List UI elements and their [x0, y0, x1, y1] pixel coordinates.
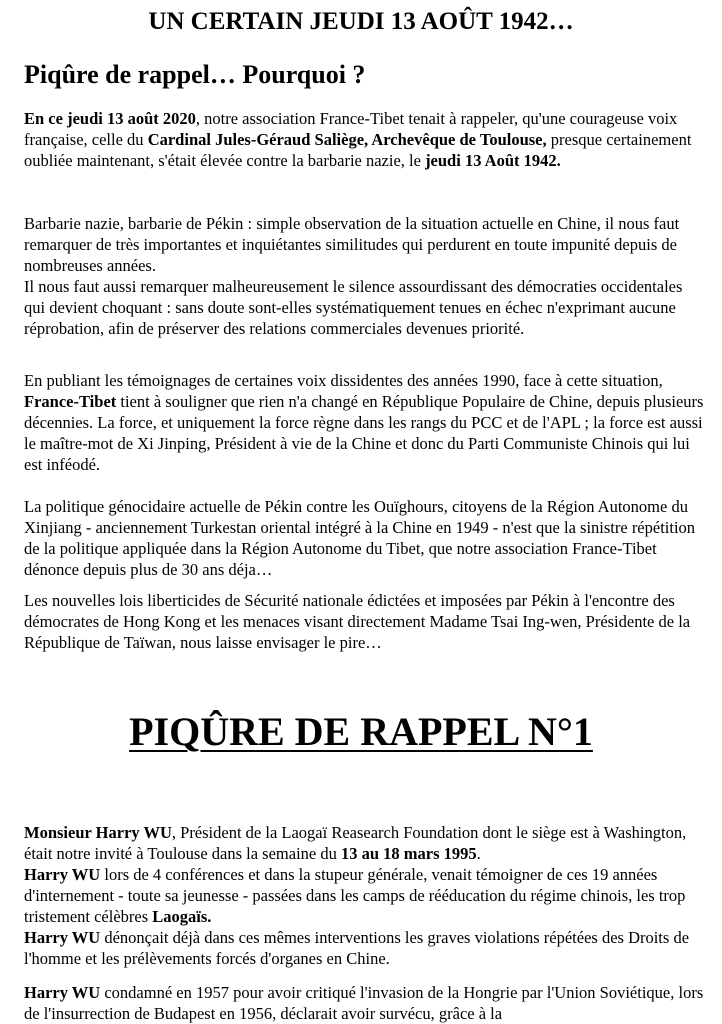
paragraph-harry-wu-intro: [24, 822, 704, 864]
paragraph-barbarie: Barbarie nazie, barbarie de Pékin : simple observation de la situation actuelle en Chine, il nous faut remarquer de très importantes et inquiétantes similitudes qui perdurent en toute impunité depuis de nombreuses années.: [24, 214, 680, 275]
harry-wu-name: Monsieur Harry WU: [24, 823, 172, 842]
text-run: dénonçait déjà dans ces mêmes interventions les graves violations répétées des Droits de l'homme et les prélèvements forcés d'organes en Chine.: [24, 928, 690, 968]
paragraph-silence: Il nous faut aussi remarquer malheureusement le silence assourdissant des démocraties occidentales qui devient choquant : sans doute sont-elles systématiquement tenues en échec n'exprimant aucune réprobation, afin de préserver des relations commerciales devenues priorité.: [24, 277, 683, 338]
text-run: presque certainement oubliée maintenant, s'était élevée contre la barbarie nazie, le: [24, 130, 692, 170]
date-1995: 13 au 18 mars 1995: [341, 844, 477, 863]
text-run: En publiant les témoignages de certaines voix dissidentes des années 1990, face à cette situation,: [24, 371, 663, 390]
paragraph-hong-kong: Les nouvelles lois liberticides de Sécurité nationale édictées et imposées par Pékin à l'encontre des démocrates de Hong Kong et les menaces visant directement Madame Tsai Ing-wen, Présidente de la République de Taïwan, nous laisse envisager le pire…: [24, 591, 691, 652]
paragraph-harry-wu-denonciation: [24, 927, 704, 969]
text-run: , Président de la Laogaï Reasearch Foundation dont le siège est à Washington, était notre invité à Toulouse dans la semaine du: [24, 823, 687, 863]
laogais-term: Laogaïs.: [152, 907, 212, 926]
document-title: UN CERTAIN JEUDI 13 AOÛT 1942…: [148, 8, 574, 35]
rappel-heading-text: PIQÛRE DE RAPPEL N°1: [129, 709, 593, 754]
paragraph-intro: [24, 108, 704, 171]
france-tibet-name: France-Tibet: [24, 392, 117, 411]
date-highlight: En ce jeudi 13 août 2020: [24, 109, 196, 128]
cardinal-name: Cardinal Jules-Géraud Saliège, Archevêque de Toulouse,: [147, 130, 547, 149]
text-run: tient à souligner que rien n'a changé en République Populaire de Chine, depuis plusieurs décennies. La force, et uniquement la force règne dans les rangs du PCC et de l'APL ; la force est aussi le maître-mot de Xi Jinping, Président à vie de la Chine et donc du Parti Communiste Chinois qui lui est inféodé.: [24, 392, 704, 474]
harry-wu-name: Harry WU: [24, 928, 101, 947]
harry-wu-name: Harry WU: [24, 865, 101, 884]
text-run: lors de 4 conférences et dans la stupeur générale, venait témoigner de ces 19 années d'internement - toute sa jeunesse - passées dans les camps de rééducation du régime chinois, les trop tristement célèbres: [24, 865, 686, 926]
section-title: Piqûre de rappel… Pourquoi ?: [24, 60, 366, 89]
harry-wu-name: Harry WU: [24, 983, 101, 1002]
rappel-heading: [0, 708, 722, 756]
paragraph-temoignages: [24, 370, 704, 475]
text-run: condamné en 1957 pour avoir critiqué l'invasion de la Hongrie par l'Union Soviétique, lors de l'insurrection de Budapest en 1956, déclarait avoir survécu, grâce à la: [24, 983, 704, 1023]
text-run: .: [476, 844, 481, 863]
paragraph-harry-wu-conferences: [24, 864, 704, 927]
text-run: , notre association France-Tibet tenait à rappeler, qu'une courageuse voix française, celle du: [24, 109, 678, 149]
date-1942: jeudi 13 Août 1942.: [425, 151, 561, 170]
paragraph-harry-wu-1957: [24, 982, 704, 1024]
paragraph-ouighours: La politique génocidaire actuelle de Pékin contre les Ouïghours, citoyens de la Région Autonome du Xinjiang - anciennement Turkestan oriental intégré à la Chine en 1949 - n'est que la sinistre répétition de la politique appliquée dans la Région Autonome du Tibet, que notre association France-Tibet dénonce depuis plus de 30 ans déja…: [24, 497, 696, 579]
